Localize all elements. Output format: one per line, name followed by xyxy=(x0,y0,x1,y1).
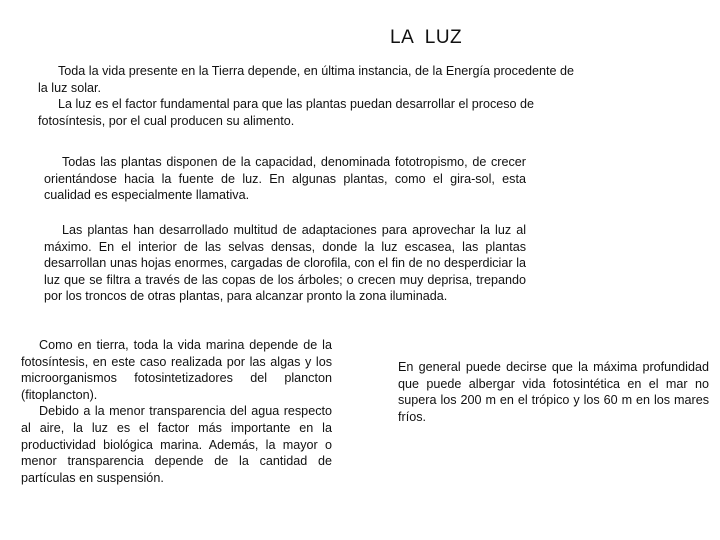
adaptations-section xyxy=(44,222,526,305)
intro-paragraph-photosynthesis: La luz es el factor fundamental para que las plantas puedan desarrollar el proceso de fotosíntesis, por el cual producen su alimento. xyxy=(38,97,535,128)
depth-column xyxy=(398,359,709,425)
depth-paragraph: En general puede decirse que la máxima profundidad que puede albergar vida fotosintética en el mar no supera los 200 m en el trópico y los 60 m en los mares fríos. xyxy=(398,360,709,424)
marine-paragraph-photosynthesis: Como en tierra, toda la vida marina depende de la fotosíntesis, en este caso realizada por las algas y los microorganismos fotosintetizadores del plancton (fitoplancton). xyxy=(21,338,332,402)
intro-section xyxy=(38,63,583,129)
intro-paragraph-energy: Toda la vida presente en la Tierra depende, en última instancia, de la Energía procedente de la luz solar. xyxy=(38,64,574,95)
phototropism-section xyxy=(44,154,526,204)
marine-life-column xyxy=(21,337,332,486)
page-title: LA LUZ xyxy=(390,27,463,48)
adaptations-paragraph: Las plantas han desarrollado multitud de adaptaciones para aprovechar la luz al máximo. En el interior de las selvas densas, donde la luz escasea, las plantas desarrollan unas hojas enormes, cargadas de clorofila, con el fin de no desperdiciar la luz que se filtra a través de las copas de los árboles; o crecen muy deprisa, trepando por los troncos de otras plantas, para alcanzar pronto la zona iluminada. xyxy=(44,223,526,304)
phototropism-paragraph: Todas las plantas disponen de la capacidad, denominada fototropismo, de crecer orientándose hacia la fuente de luz. En algunas plantas, como el gira-sol, esta cualidad es especialmente llamativa. xyxy=(44,155,526,203)
marine-paragraph-transparency: Debido a la menor transparencia del agua respecto al aire, la luz es el factor más importante en la productividad biológica marina. Además, la mayor o menor transparencia depende de la cantidad de partículas en suspensión. xyxy=(21,404,332,485)
